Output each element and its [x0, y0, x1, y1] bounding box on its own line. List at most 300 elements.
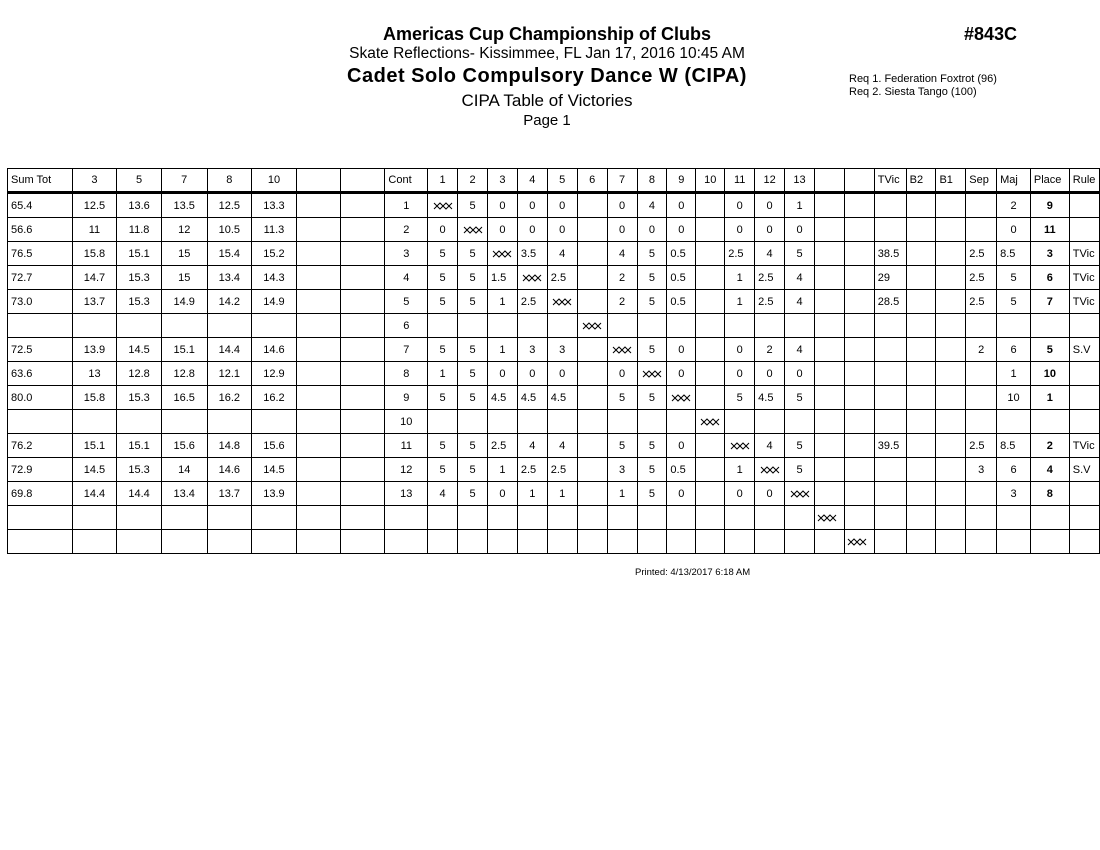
table-cell: 5 — [458, 266, 488, 290]
column-header: 5 — [547, 169, 577, 193]
table-cell — [517, 410, 547, 434]
table-cell: 12.8 — [161, 362, 207, 386]
table-cell: 14.8 — [207, 434, 252, 458]
table-cell: 13.6 — [117, 193, 162, 218]
table-cell — [517, 530, 547, 554]
table-row — [8, 458, 1100, 482]
table-cell: 13.4 — [161, 482, 207, 506]
table-cell: 14.5 — [117, 338, 162, 362]
table-cell — [296, 242, 340, 266]
table-cell: 4.5 — [755, 386, 785, 410]
table-cell — [844, 338, 874, 362]
table-cell — [874, 410, 906, 434]
table-cell: 8.5 — [997, 434, 1031, 458]
column-header: Sep — [966, 169, 997, 193]
table-cell: 4 — [637, 193, 667, 218]
self-cell — [755, 458, 785, 482]
table-cell — [966, 386, 997, 410]
table-cell — [637, 530, 667, 554]
table-cell: 2.5 — [966, 290, 997, 314]
table-cell — [844, 482, 874, 506]
table-cell: 3 — [966, 458, 997, 482]
table-cell — [936, 410, 966, 434]
table-cell — [966, 362, 997, 386]
cross-mark-icon — [433, 201, 455, 211]
table-cell — [341, 290, 385, 314]
table-cell — [844, 193, 874, 218]
table-cell: 4 — [785, 266, 815, 290]
cross-mark-icon — [817, 513, 839, 523]
table-row — [8, 386, 1100, 410]
table-cell: 2.5 — [755, 266, 785, 290]
table-cell — [607, 530, 637, 554]
table-cell: 5 — [458, 482, 488, 506]
table-cell — [667, 506, 696, 530]
table-cell: 3.5 — [517, 242, 547, 266]
table-cell: 1 — [785, 193, 815, 218]
table-cell — [696, 434, 725, 458]
table-cell: 15.8 — [72, 242, 117, 266]
table-cell: 4.5 — [487, 386, 517, 410]
table-cell: 5 — [1030, 338, 1069, 362]
table-cell — [637, 314, 667, 338]
table-cell: 0 — [725, 218, 755, 242]
table-cell — [487, 314, 517, 338]
table-cell — [785, 530, 815, 554]
table-row — [8, 314, 1100, 338]
table-cell: 9 — [385, 386, 428, 410]
table-cell: 16.5 — [161, 386, 207, 410]
self-cell — [517, 266, 547, 290]
table-cell: 5 — [997, 266, 1031, 290]
self-cell — [844, 530, 874, 554]
table-row — [8, 362, 1100, 386]
table-header-row — [8, 169, 1100, 193]
table-cell: 5 — [458, 434, 488, 458]
table-cell: 72.5 — [8, 338, 73, 362]
table-cell — [966, 193, 997, 218]
table-cell: 3 — [547, 338, 577, 362]
table-cell: 3 — [1030, 242, 1069, 266]
table-cell — [296, 218, 340, 242]
table-cell — [755, 314, 785, 338]
table-cell — [966, 482, 997, 506]
cross-mark-icon — [522, 273, 544, 283]
table-cell: 0 — [725, 362, 755, 386]
table-cell — [906, 314, 936, 338]
column-header: 13 — [785, 169, 815, 193]
table-cell: 73.0 — [8, 290, 73, 314]
table-cell: 2.5 — [517, 458, 547, 482]
table-cell — [906, 338, 936, 362]
requirement-2: Req 2. Siesta Tango (100) — [849, 86, 977, 98]
table-cell — [906, 434, 936, 458]
table-cell — [1069, 193, 1099, 218]
table-cell: 4 — [755, 434, 785, 458]
table-cell: 2.5 — [487, 434, 517, 458]
table-cell: 1 — [607, 482, 637, 506]
table-cell — [547, 506, 577, 530]
table-cell: 5 — [725, 386, 755, 410]
table-cell: 12.8 — [117, 362, 162, 386]
table-cell — [814, 410, 844, 434]
cross-mark-icon — [730, 441, 752, 451]
table-cell — [844, 314, 874, 338]
table-cell — [997, 410, 1031, 434]
table-cell — [966, 530, 997, 554]
table-cell — [577, 482, 607, 506]
table-row — [8, 506, 1100, 530]
table-cell: 14 — [161, 458, 207, 482]
table-cell — [936, 506, 966, 530]
column-header: Place — [1030, 169, 1069, 193]
table-cell — [725, 410, 755, 434]
table-cell: 2 — [607, 266, 637, 290]
table-cell — [547, 530, 577, 554]
table-cell: 14.4 — [117, 482, 162, 506]
table-cell: 4 — [385, 266, 428, 290]
table-cell: 5 — [458, 458, 488, 482]
table-cell — [814, 458, 844, 482]
table-cell: 2.5 — [966, 434, 997, 458]
table-cell — [117, 314, 162, 338]
table-cell: 3 — [997, 482, 1031, 506]
table-cell — [755, 506, 785, 530]
column-header: 7 — [607, 169, 637, 193]
table-cell: 5 — [637, 338, 667, 362]
table-cell: 15.1 — [117, 242, 162, 266]
column-header: 3 — [72, 169, 117, 193]
table-cell — [1069, 530, 1099, 554]
self-cell — [814, 506, 844, 530]
table-row — [8, 410, 1100, 434]
table-cell — [1069, 362, 1099, 386]
table-cell — [1069, 482, 1099, 506]
table-cell — [428, 530, 458, 554]
table-cell: 2 — [607, 290, 637, 314]
table-cell — [755, 410, 785, 434]
table-cell — [874, 506, 906, 530]
table-cell — [874, 386, 906, 410]
table-cell: 9 — [1030, 193, 1069, 218]
table-cell — [936, 362, 966, 386]
table-cell — [936, 314, 966, 338]
table-cell: 14.3 — [252, 266, 297, 290]
table-cell — [906, 266, 936, 290]
table-cell: 4.5 — [517, 386, 547, 410]
table-cell: TVic — [1069, 242, 1099, 266]
table-cell — [696, 458, 725, 482]
table-cell: 1 — [725, 266, 755, 290]
table-row — [8, 338, 1100, 362]
table-cell — [667, 530, 696, 554]
table-cell: 4.5 — [547, 386, 577, 410]
table-cell: 0.5 — [667, 458, 696, 482]
table-cell: 5 — [458, 386, 488, 410]
table-cell: 8 — [385, 362, 428, 386]
table-cell: TVic — [1069, 266, 1099, 290]
table-cell: 8 — [1030, 482, 1069, 506]
table-cell: 2.5 — [547, 458, 577, 482]
table-cell: 16.2 — [207, 386, 252, 410]
table-cell — [341, 410, 385, 434]
table-cell — [341, 338, 385, 362]
column-header: B2 — [906, 169, 936, 193]
table-cell: 0 — [667, 193, 696, 218]
table-cell: 15.3 — [117, 458, 162, 482]
table-cell — [72, 410, 117, 434]
table-cell: 14.5 — [72, 458, 117, 482]
table-cell — [906, 458, 936, 482]
table-cell: 0 — [755, 362, 785, 386]
table-cell: 4 — [517, 434, 547, 458]
table-cell — [844, 506, 874, 530]
cross-mark-icon — [552, 297, 574, 307]
table-cell: 7 — [385, 338, 428, 362]
self-cell — [667, 386, 696, 410]
page-number: Page 1 — [523, 112, 571, 129]
table-cell — [1030, 314, 1069, 338]
table-cell: 5 — [428, 290, 458, 314]
table-cell — [906, 506, 936, 530]
table-cell: 10 — [1030, 362, 1069, 386]
table-cell: 0 — [755, 193, 785, 218]
table-cell — [161, 530, 207, 554]
table-cell — [1069, 386, 1099, 410]
table-cell: 6 — [1030, 266, 1069, 290]
column-header — [814, 169, 844, 193]
table-cell — [874, 218, 906, 242]
table-cell — [814, 338, 844, 362]
table-cell — [487, 530, 517, 554]
report-title: CIPA Table of Victories — [461, 91, 633, 110]
table-cell — [458, 506, 488, 530]
table-cell: 5 — [458, 193, 488, 218]
table-cell — [607, 506, 637, 530]
cross-mark-icon — [582, 321, 604, 331]
table-cell — [936, 218, 966, 242]
table-cell: 10.5 — [207, 218, 252, 242]
table-cell — [1030, 530, 1069, 554]
table-cell: 13.3 — [252, 193, 297, 218]
table-cell — [207, 506, 252, 530]
table-cell: 0 — [785, 218, 815, 242]
table-cell — [296, 386, 340, 410]
table-cell — [458, 530, 488, 554]
table-cell: 5 — [428, 338, 458, 362]
table-cell — [874, 530, 906, 554]
table-cell — [667, 410, 696, 434]
column-header — [296, 169, 340, 193]
table-cell: 63.6 — [8, 362, 73, 386]
table-cell: 15.2 — [252, 242, 297, 266]
table-cell — [1069, 410, 1099, 434]
table-cell: 1 — [517, 482, 547, 506]
column-header: Rule — [1069, 169, 1099, 193]
table-cell: 5 — [637, 290, 667, 314]
table-cell — [252, 410, 297, 434]
table-cell — [874, 193, 906, 218]
table-cell: 0 — [547, 218, 577, 242]
table-cell — [296, 530, 340, 554]
table-cell — [906, 410, 936, 434]
table-cell: 5 — [785, 458, 815, 482]
table-cell — [785, 506, 815, 530]
cross-mark-icon — [642, 369, 664, 379]
column-header: 8 — [637, 169, 667, 193]
table-cell — [725, 314, 755, 338]
table-cell: 15.1 — [117, 434, 162, 458]
cross-mark-icon — [790, 489, 812, 499]
table-cell: 15.3 — [117, 290, 162, 314]
table-cell — [814, 386, 844, 410]
table-cell: 0 — [607, 218, 637, 242]
table-cell: 69.8 — [8, 482, 73, 506]
table-cell: 5 — [785, 386, 815, 410]
table-cell — [966, 314, 997, 338]
column-header: 8 — [207, 169, 252, 193]
table-cell — [8, 506, 73, 530]
table-cell: 0 — [517, 362, 547, 386]
table-cell: 11 — [385, 434, 428, 458]
table-cell: 15.6 — [252, 434, 297, 458]
table-cell: 15.8 — [72, 386, 117, 410]
table-cell: 5 — [637, 242, 667, 266]
cross-mark-icon — [760, 465, 782, 475]
table-cell — [577, 290, 607, 314]
table-of-victories — [7, 168, 1100, 554]
table-cell: 12 — [385, 458, 428, 482]
table-cell: 76.2 — [8, 434, 73, 458]
table-cell: 5 — [458, 362, 488, 386]
table-row — [8, 242, 1100, 266]
table-cell: 4 — [547, 242, 577, 266]
table-cell: 1 — [725, 458, 755, 482]
table-cell: 3 — [517, 338, 547, 362]
table-cell — [577, 266, 607, 290]
cross-mark-icon — [612, 345, 634, 355]
column-header: 10 — [252, 169, 297, 193]
table-cell — [906, 386, 936, 410]
table-cell — [341, 386, 385, 410]
table-cell: 2 — [755, 338, 785, 362]
table-cell — [814, 242, 844, 266]
table-cell: 4 — [785, 338, 815, 362]
table-cell — [696, 386, 725, 410]
column-header: 9 — [667, 169, 696, 193]
table-cell: TVic — [1069, 434, 1099, 458]
table-cell — [997, 530, 1031, 554]
column-header: 4 — [517, 169, 547, 193]
table-cell — [207, 530, 252, 554]
table-cell: 5 — [385, 290, 428, 314]
event-title: Cadet Solo Compulsory Dance W (CIPA) — [347, 65, 747, 87]
table-row — [8, 290, 1100, 314]
table-cell: 13 — [385, 482, 428, 506]
table-cell — [814, 266, 844, 290]
table-cell — [844, 386, 874, 410]
table-cell — [385, 530, 428, 554]
table-cell: 0 — [517, 218, 547, 242]
table-cell — [844, 362, 874, 386]
table-cell: 5 — [637, 386, 667, 410]
table-cell: 5 — [607, 434, 637, 458]
table-cell: 0 — [725, 338, 755, 362]
table-cell — [1030, 506, 1069, 530]
table-cell — [341, 362, 385, 386]
table-cell — [252, 530, 297, 554]
table-cell — [8, 410, 73, 434]
table-cell: 5 — [637, 458, 667, 482]
table-cell — [936, 530, 966, 554]
table-cell: 65.4 — [8, 193, 73, 218]
column-header: 2 — [458, 169, 488, 193]
table-cell: 5 — [458, 290, 488, 314]
table-cell: 14.2 — [207, 290, 252, 314]
table-cell: 1.5 — [487, 266, 517, 290]
table-cell: 6 — [997, 458, 1031, 482]
table-cell: 15.3 — [117, 266, 162, 290]
table-cell — [696, 242, 725, 266]
table-cell — [161, 410, 207, 434]
table-cell: 4 — [547, 434, 577, 458]
table-cell — [72, 530, 117, 554]
table-cell: 76.5 — [8, 242, 73, 266]
table-cell: 1 — [1030, 386, 1069, 410]
table-cell: 2.5 — [755, 290, 785, 314]
table-cell: 15 — [161, 266, 207, 290]
table-row — [8, 482, 1100, 506]
table-cell — [117, 410, 162, 434]
self-cell — [577, 314, 607, 338]
table-cell: 13.7 — [72, 290, 117, 314]
table-cell: 5 — [637, 434, 667, 458]
table-cell — [696, 482, 725, 506]
column-header: 6 — [577, 169, 607, 193]
table-cell — [696, 362, 725, 386]
table-cell — [844, 242, 874, 266]
table-cell — [296, 266, 340, 290]
table-cell — [696, 530, 725, 554]
table-cell: 12.5 — [207, 193, 252, 218]
table-cell — [696, 338, 725, 362]
table-cell: 0 — [487, 482, 517, 506]
table-cell — [966, 410, 997, 434]
table-cell — [966, 218, 997, 242]
table-cell — [906, 362, 936, 386]
table-cell — [296, 193, 340, 218]
table-cell: 0 — [547, 362, 577, 386]
table-cell: 14.9 — [161, 290, 207, 314]
table-cell: 15.1 — [72, 434, 117, 458]
table-cell — [341, 458, 385, 482]
table-cell: 5 — [428, 386, 458, 410]
table-cell: 8.5 — [997, 242, 1031, 266]
table-cell: 0.5 — [667, 290, 696, 314]
table-cell — [577, 410, 607, 434]
table-cell: 5 — [785, 434, 815, 458]
table-cell — [637, 410, 667, 434]
table-cell: 2.5 — [547, 266, 577, 290]
table-cell: 72.7 — [8, 266, 73, 290]
table-cell — [906, 290, 936, 314]
table-cell: 0 — [487, 193, 517, 218]
table-cell — [341, 530, 385, 554]
event-number: #843C — [964, 24, 1018, 44]
table-cell: 1 — [385, 193, 428, 218]
table-cell — [814, 314, 844, 338]
column-header: 1 — [428, 169, 458, 193]
